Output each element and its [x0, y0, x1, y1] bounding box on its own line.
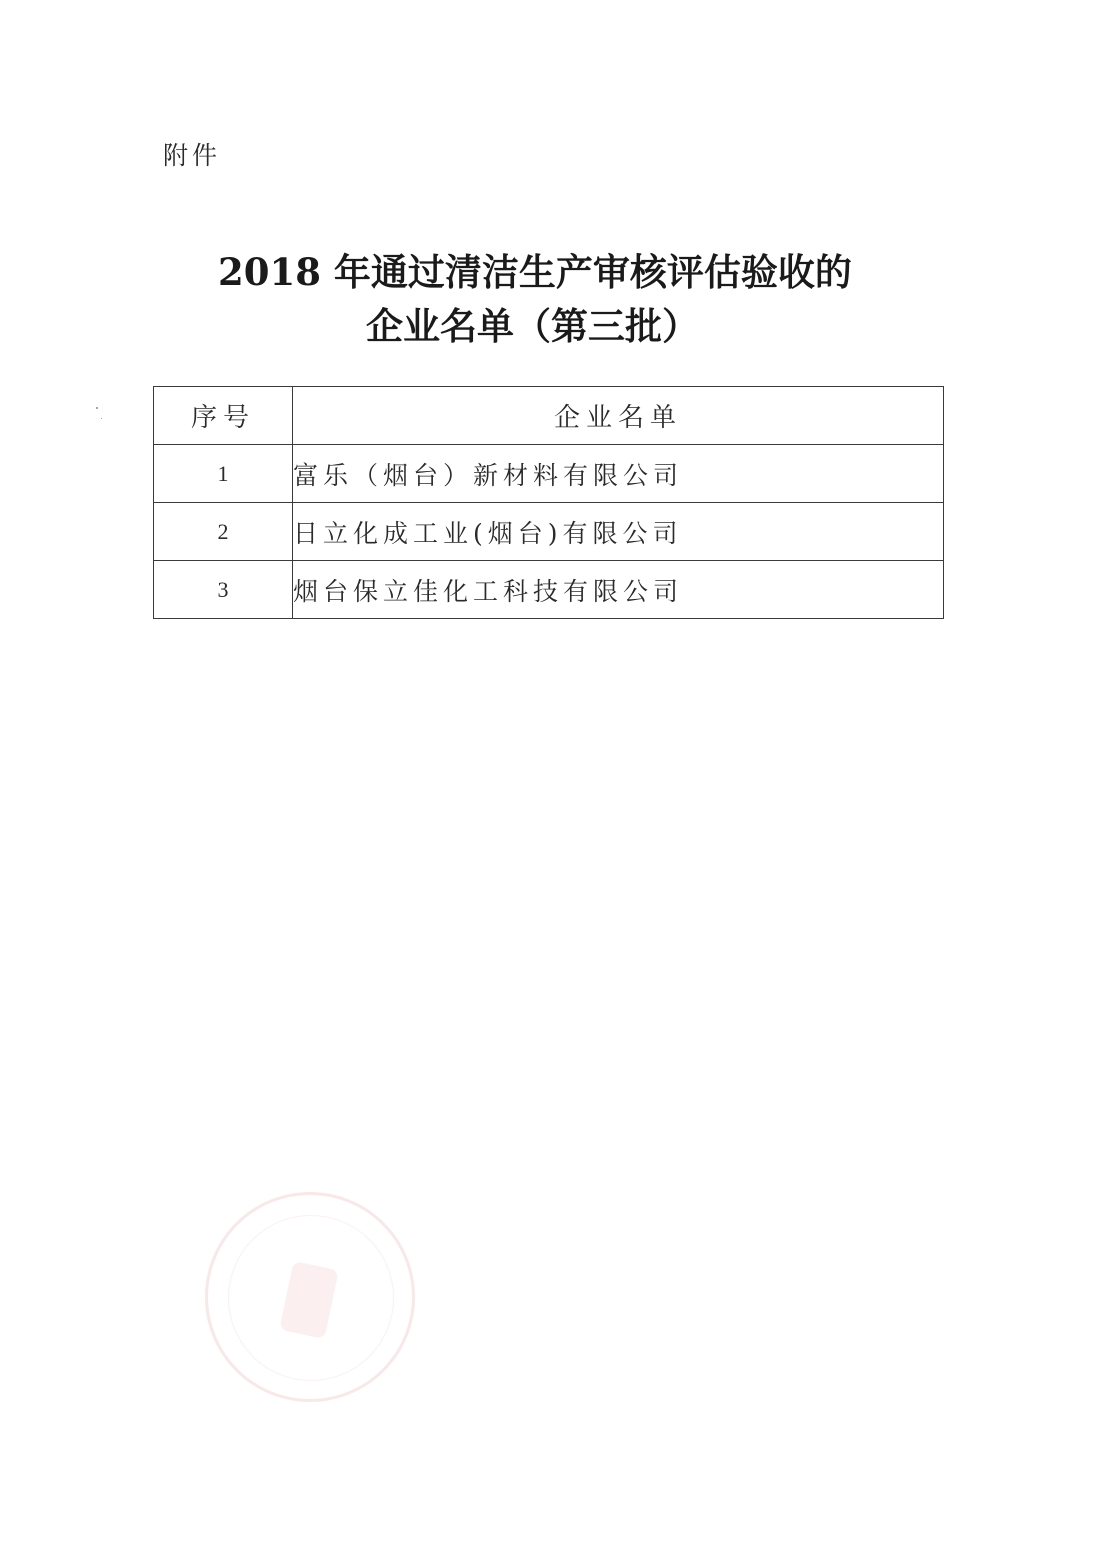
attachment-label: 附件 [163, 141, 222, 170]
header-serial-number: 序号 [154, 387, 293, 445]
scan-speck [101, 418, 102, 419]
row-number: 2 [154, 503, 293, 561]
title-line-1: 2018 年通过清洁生产审核评估验收的 [218, 250, 852, 294]
company-list-table [153, 386, 944, 619]
table-row [154, 561, 944, 619]
scan-speck [96, 407, 98, 409]
company-name: 富乐（烟台）新材料有限公司 [293, 445, 944, 503]
table-row [154, 503, 944, 561]
table-row [154, 445, 944, 503]
title-line-2: 企业名单（第三批） [366, 304, 699, 348]
company-name: 日立化成工业(烟台)有限公司 [293, 503, 944, 561]
table-header-row [154, 387, 944, 445]
faint-seal-stamp [205, 1192, 415, 1402]
header-company-list: 企业名单 [293, 387, 944, 445]
company-name: 烟台保立佳化工科技有限公司 [293, 561, 944, 619]
row-number: 3 [154, 561, 293, 619]
row-number: 1 [154, 445, 293, 503]
